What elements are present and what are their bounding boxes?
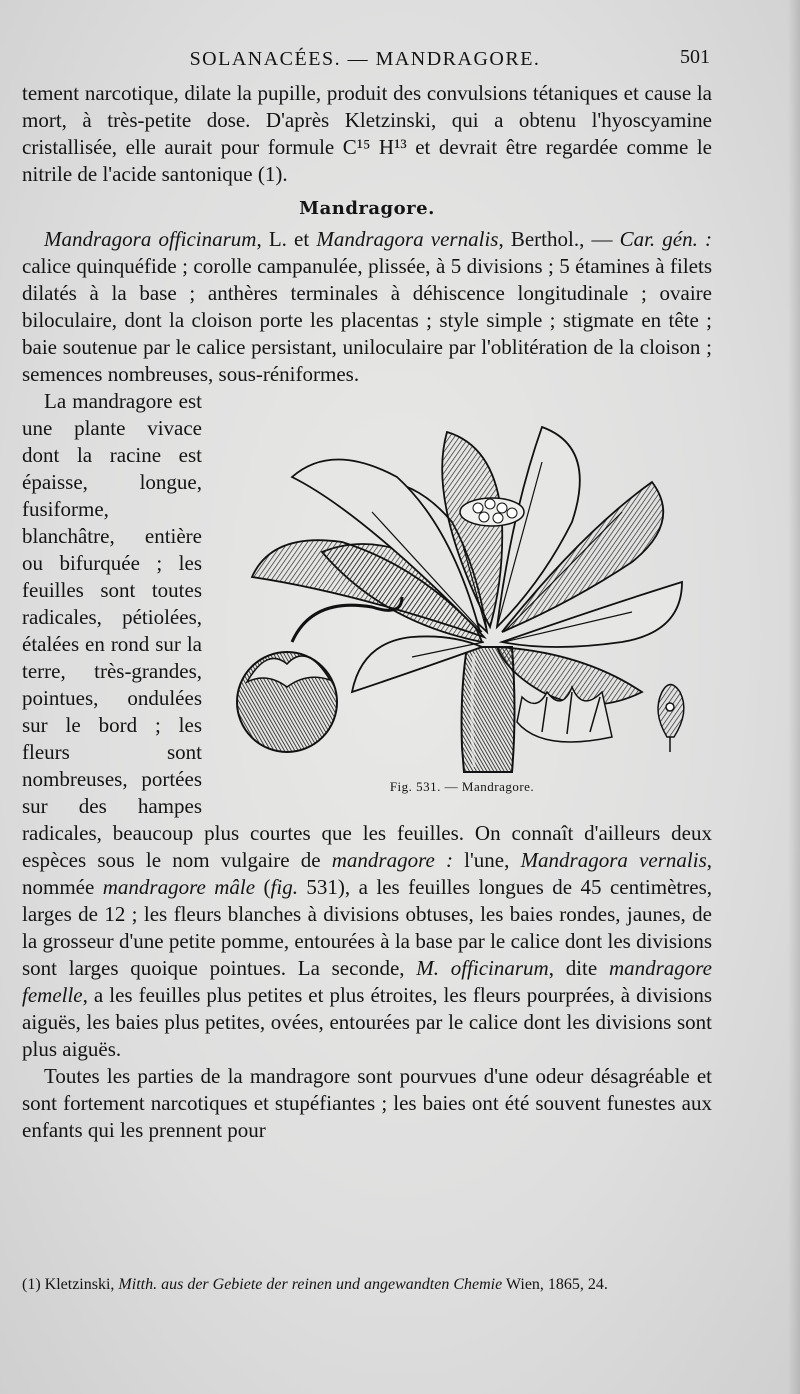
intro-paragraph: tement narcotique, dilate la pupille, produit des convulsions tétaniques et cause la mort, à très-petite dose. D'après Kletzinski, qui a obtenu l'hyoscyamine cristallisée, elle aurait pour formule C¹⁵ H¹³ et devrait être regardée comme le nitrile de l'acide santonique (1).	[22, 81, 712, 186]
italic-term: mandragore :	[331, 848, 453, 872]
footnote-citation: Mitth. aus der Gebiete der reinen und angewandten Chemie	[118, 1276, 503, 1293]
text-run: , a les feuilles plus petites et plus étroites, les fleurs pourprées, à divisions aiguës, les baies plus petites, ovées, entourées par le calice dont les divisions sont plus aiguës.	[22, 983, 712, 1061]
text-run-start: calice quinquéfide ; corolle campanulée, plissée, à 5 divisions ; 5 étamines à filets dilatés à la base ; anthères terminales à déhiscence longitudinale ; ovaire biloculaire, dont la cloison porte les placentas ; style simple ; stigmate en tête ; baie soutenue par le calice persistant, uniloculaire par l'oblitération de la cloison ; semences nombreuses, sous-réniformes.	[22, 254, 712, 386]
text-run: , L. et	[256, 227, 317, 251]
text-run: 531), a les feuilles longues de 45 centimètres, larges de 12 ; les fleurs blanches à divisions obtuses, les baies rondes, jaunes, de la grosseur d'une petite pomme, entourées à la base par le calice dont les divisions sont larges quoique pointues. La seconde,	[22, 875, 712, 980]
root-drawing	[462, 647, 515, 772]
text-run: , nommée	[22, 848, 712, 899]
text-run: , Berthol., —	[498, 227, 620, 251]
flower-cluster	[460, 498, 524, 526]
section-heading: Mandragore.	[299, 198, 435, 219]
text-run: (	[255, 875, 271, 899]
species-name: Mandragora vernalis	[316, 227, 499, 251]
footnote-text: (1) Kletzinski,	[22, 1276, 119, 1293]
running-head-title: SOLANACÉES. — MANDRAGORE.	[189, 48, 541, 70]
figure-reference: fig.	[270, 875, 298, 899]
footnote-text: Wien, 1865, 24.	[502, 1276, 608, 1293]
figure-caption: Fig. 531. — Mandragore.	[389, 779, 535, 794]
body-text	[22, 80, 712, 1144]
figure-531	[212, 392, 712, 802]
toxicity-paragraph: Toutes les parties de la mandragore sont pourvues d'une odeur désagréable et sont fortement narcotiques et stupéfiantes ; les baies ont été souvent funestes aux enfants qui les prennent pour	[22, 1064, 712, 1142]
flower-section-drawing	[658, 685, 684, 753]
italic-term: mandragore femelle	[22, 956, 712, 1007]
species-name: M. officinarum	[416, 956, 549, 980]
species-name: Mandragora vernalis	[520, 848, 707, 872]
text-run: l'une,	[452, 848, 521, 872]
page-number: 501	[680, 46, 710, 68]
mandrake-illustration	[212, 392, 712, 777]
species-name: Mandragora officinarum	[44, 227, 257, 251]
text-run: , dite	[548, 956, 609, 980]
page-edge-shadow	[788, 0, 800, 1394]
genus-characters-label: Car. gén. :	[619, 227, 712, 251]
text-run: La mandragore est une plante vivace dont la racine est épaisse, longue, fusiforme, blanchâtre, entière ou bifurquée ; les feuilles sont toutes radicales, pétiolées, étalées en rond sur la terre, très-grandes, pointues, ondulées sur le bord ; les fleurs sont nombreuses, portées sur des hampes radicales, beaucoup plus courtes que les feuilles. On connaît d'ailleurs deux espèces sous le nom vulgaire de	[22, 389, 712, 872]
running-head	[20, 44, 710, 74]
italic-term: mandragore mâle	[102, 875, 256, 899]
footnote	[22, 1273, 712, 1297]
characteristics-paragraph	[22, 226, 712, 388]
